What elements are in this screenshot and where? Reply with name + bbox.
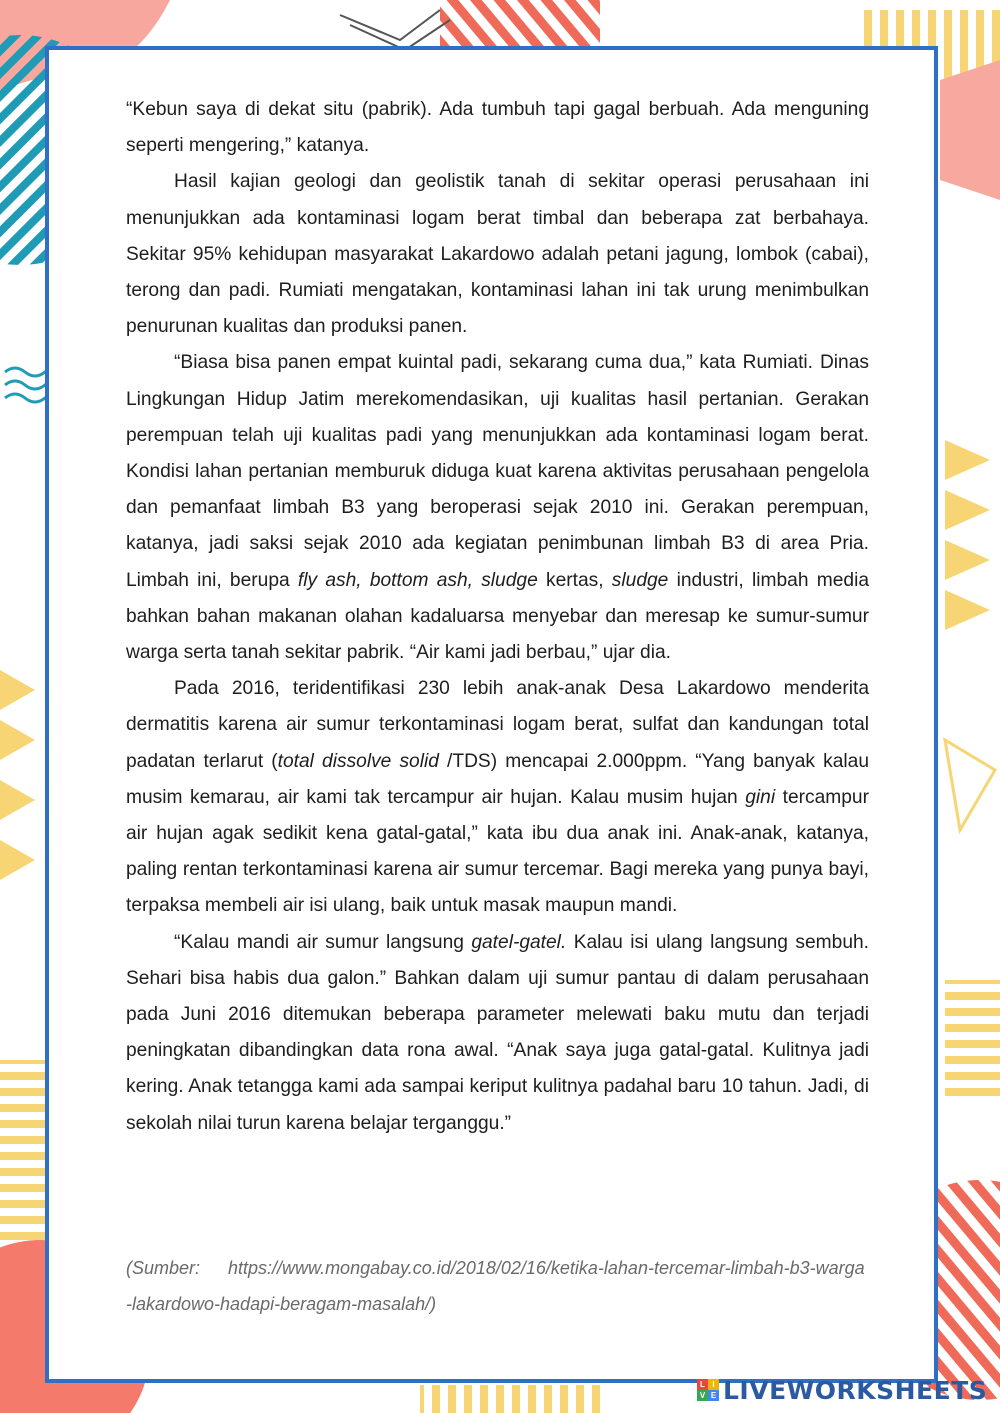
italic-term: total dissolve solid <box>277 750 439 772</box>
italic-term: gatel-gatel. <box>471 931 567 953</box>
yellow-stripes-bottom <box>420 1385 600 1413</box>
article-body <box>126 92 869 1142</box>
text-run: Hasil kajian geologi dan geolistik tanah di sekitar operasi perusahaan ini menunjukkan ada kontaminasi logam berat timbal dan beberapa zat berbahaya. Sekitar 95% kehidupan masyarakat Lakardowo adalah petani jagung, lombok (cabai), terong dan padi. Rumiati mengatakan, kontaminasi lahan ini tak urung menimbulkan penurunan kualitas dan produksi panen. <box>126 171 869 338</box>
text-run: kertas, <box>537 569 612 591</box>
yellow-stripes-right-mid <box>945 980 1000 1100</box>
text-run: /TDS) mencapai 2.000ppm. “Yang banyak kalau musim kemarau, air kami tak tercampur air hujan. Kalau musim hujan <box>126 750 869 808</box>
liveworksheets-logo-icon <box>697 1379 719 1401</box>
liveworksheets-watermark <box>697 1374 987 1406</box>
liveworksheets-wordmark: LIVEWORKSHEETS <box>723 1375 988 1405</box>
yellow-stripes-left-bottom <box>0 1060 45 1260</box>
logo-letter: E <box>708 1390 719 1401</box>
text-run: Pada 2016, teridentifikasi 230 lebih anak-anak Desa Lakardowo menderita dermatitis karena air sumur terkontaminasi logam berat, sulfat dan kandungan total padatan terlarut ( <box>126 678 869 772</box>
text-run: “Kalau mandi air sumur langsung <box>174 931 472 953</box>
source-label: (Sumber: <box>126 1258 201 1278</box>
paragraph <box>126 92 869 164</box>
italic-term: sludge <box>611 569 669 591</box>
text-run: tercampur air hujan agak sedikit kena gatal-gatal,” kata ibu dua anak ini. Anak-anak, katanya, paling rentan terkontaminasi karena air sumur tercemar. Bagi mereka yang punya bayi, terpaksa membeli air isi ulang, baik untuk masak maupun mandi. <box>126 786 869 917</box>
text-run: industri, limbah media bahkan bahan makanan olahan kadaluarsa menyebar dan meresap ke sumur-sumur warga serta tanah sekitar pabrik. “Air kami jadi berbau,” ujar dia. <box>126 569 869 664</box>
text-run: Kalau isi ulang langsung sembuh. Sehari bisa habis dua galon.” Bahkan dalam uji sumur pantau di dalam perusahaan pada Juni 2016 ditemukan beberapa parameter melewati baku mutu dan terjadi peningkatan dibandingkan data rona awal. “Anak saya juga gatal-gatal. Kulitnya jadi kering. Anak tetangga kami ada sampai keriput kulitnya padahal baru 10 tahun. Jadi, di sekolah nilai turun karena belajar terganggu.” <box>126 931 869 1134</box>
paragraph <box>126 671 869 924</box>
sketch-lines-top <box>340 10 450 50</box>
logo-letter: I <box>708 1379 719 1390</box>
italic-term: fly ash, bottom ash, sludge <box>297 569 538 591</box>
paragraph <box>126 345 869 671</box>
logo-letter: L <box>697 1379 708 1390</box>
paragraph <box>126 164 869 345</box>
outline-triangle-right <box>945 740 995 830</box>
yellow-triangles-left <box>0 670 35 880</box>
source-url[interactable]: https://www.mongabay.co.id/2018/02/16/ketika-lahan-tercemar-limbah-b3-warga-lakardowo-hadapi-beragam-masalah/) <box>126 1258 865 1314</box>
text-run: “Kebun saya di dekat situ (pabrik). Ada tumbuh tapi gagal berbuah. Ada menguning seperti mengering,” katanya. <box>126 99 869 157</box>
logo-letter: V <box>697 1390 708 1401</box>
coral-wedge-right <box>940 60 1000 200</box>
text-run: “Biasa bisa panen empat kuintal padi, sekarang cuma dua,” kata Rumiati. Dinas Lingkungan Hidup Jatim merekomendasikan, uji kualitas hasil pertanian. Gerakan perempuan telah uji kualitas padi yang menunjukkan ada kontaminasi logam berat. Kondisi lahan pertanian memburuk diduga kuat karena aktivitas perusahaan pengelola dan pemanfaat limbah B3 yang beroperasi sejak 2010 ini. Gerakan perempuan, katanya, jadi saksi sejak 2010 ada kegiatan penimbunan limbah B3 di area Pria. Limbah ini, berupa <box>126 352 869 591</box>
paragraph <box>126 925 869 1142</box>
coral-stripes-top <box>440 0 600 46</box>
italic-term: gini <box>745 786 776 808</box>
source-citation <box>126 1250 869 1322</box>
